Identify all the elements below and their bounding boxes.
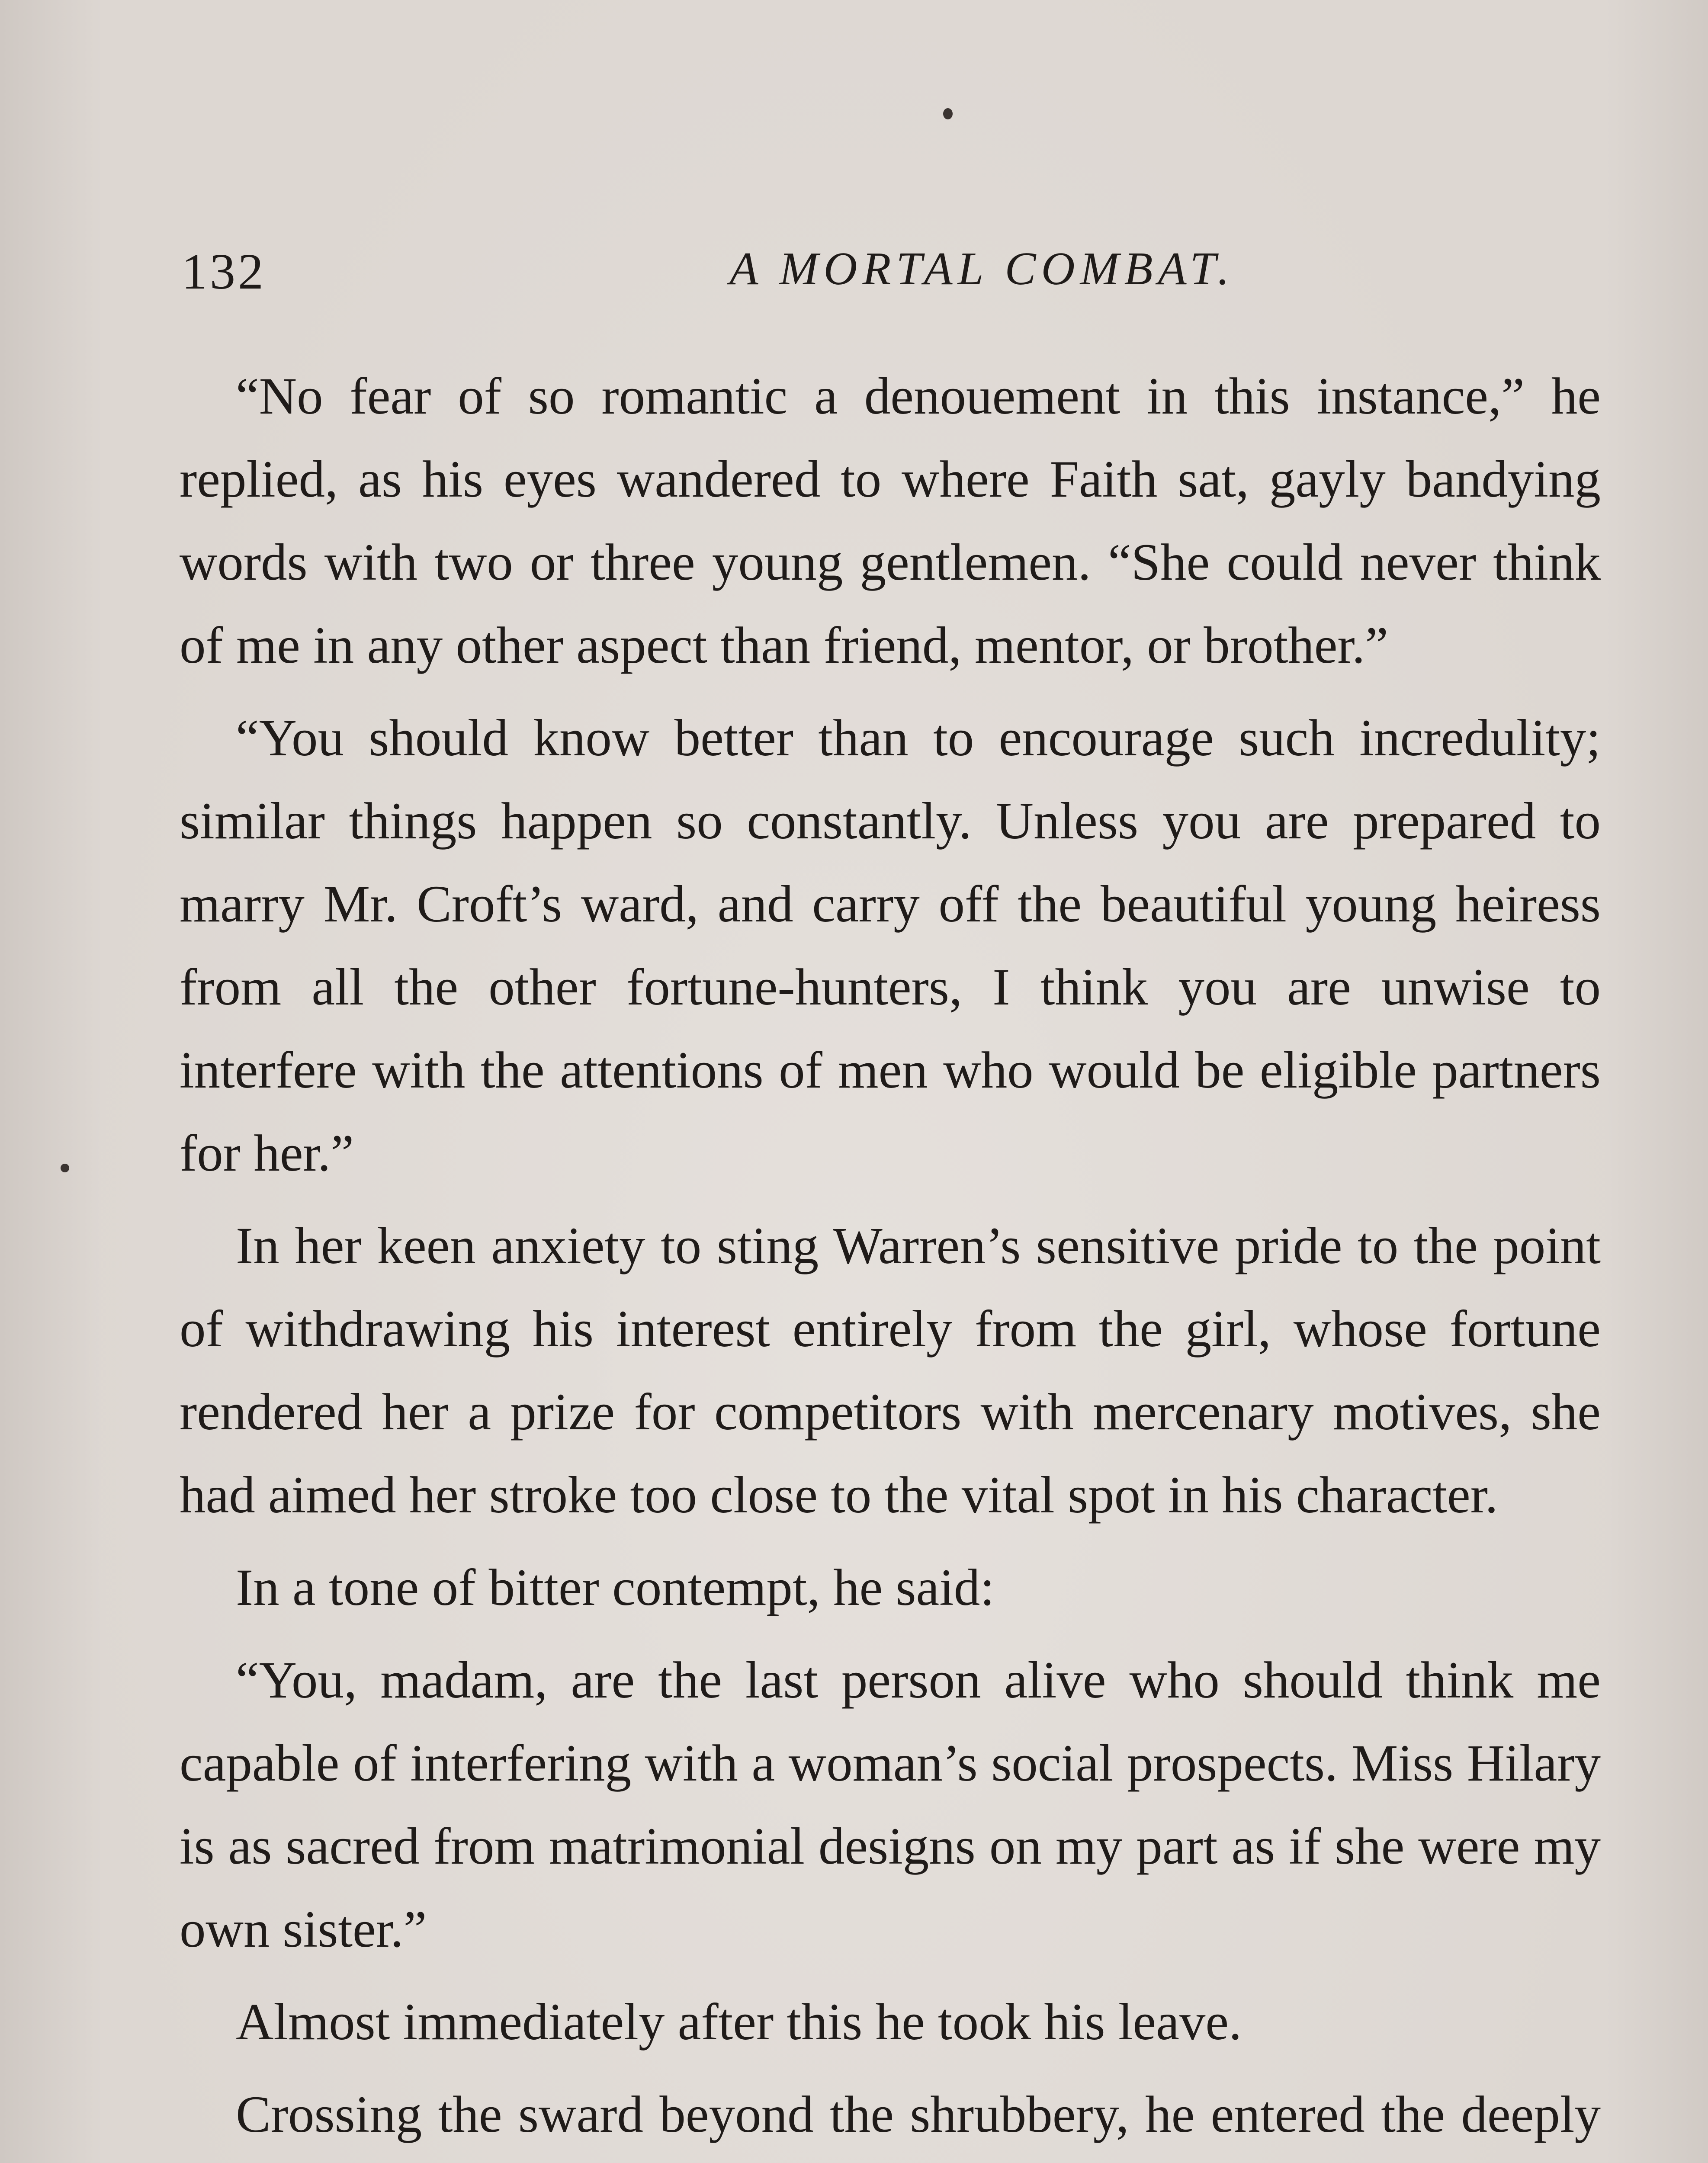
paragraph: In a tone of bitter contempt, he said:	[236, 1559, 995, 1617]
running-head: A MORTAL COMBAT.	[729, 243, 1235, 295]
paper-speck	[61, 1164, 69, 1172]
paragraph: Crossing the sward beyond the shrubbery, he entered the deeply	[236, 2086, 1601, 2144]
paragraph: In her keen anxiety to sting Warren’s sensitive pride to the point of withdrawing his interest entirely from the girl, whose fortune rendered her a prize for competitors with mercenary motives, she had aimed her stroke too close to the vital spot in his character.	[180, 1217, 1601, 1524]
paragraph: Almost immediately after this he took his leave.	[236, 1993, 1242, 2051]
paragraph: “You should know better than to encourage such incredulity; similar things happen so constantly. Unless you are prepared to marry Mr. Croft’s ward, and carry off the beautiful young heiress from all the other fortune-hunters, I think you are unwise to interfere with the attentions of men who would be eligible partners for her.”	[180, 709, 1601, 1182]
paragraph: “You, madam, are the last person alive who should think me capable of interfering with a woman’s social prospects. Miss Hilary is as sacred from matrimonial designs on my part as if she were my own sister.”	[180, 1651, 1601, 1958]
page-header	[182, 242, 1601, 303]
body-text	[180, 355, 1601, 2163]
paper-speck	[943, 108, 953, 119]
page-number: 132	[182, 243, 266, 300]
paragraph: “No fear of so romantic a denouement in this instance,” he replied, as his eyes wandered to where Faith sat, gayly bandying words with two or three young gentlemen. “She could never think of me in any other aspect than friend, mentor, or brother.”	[180, 367, 1601, 674]
